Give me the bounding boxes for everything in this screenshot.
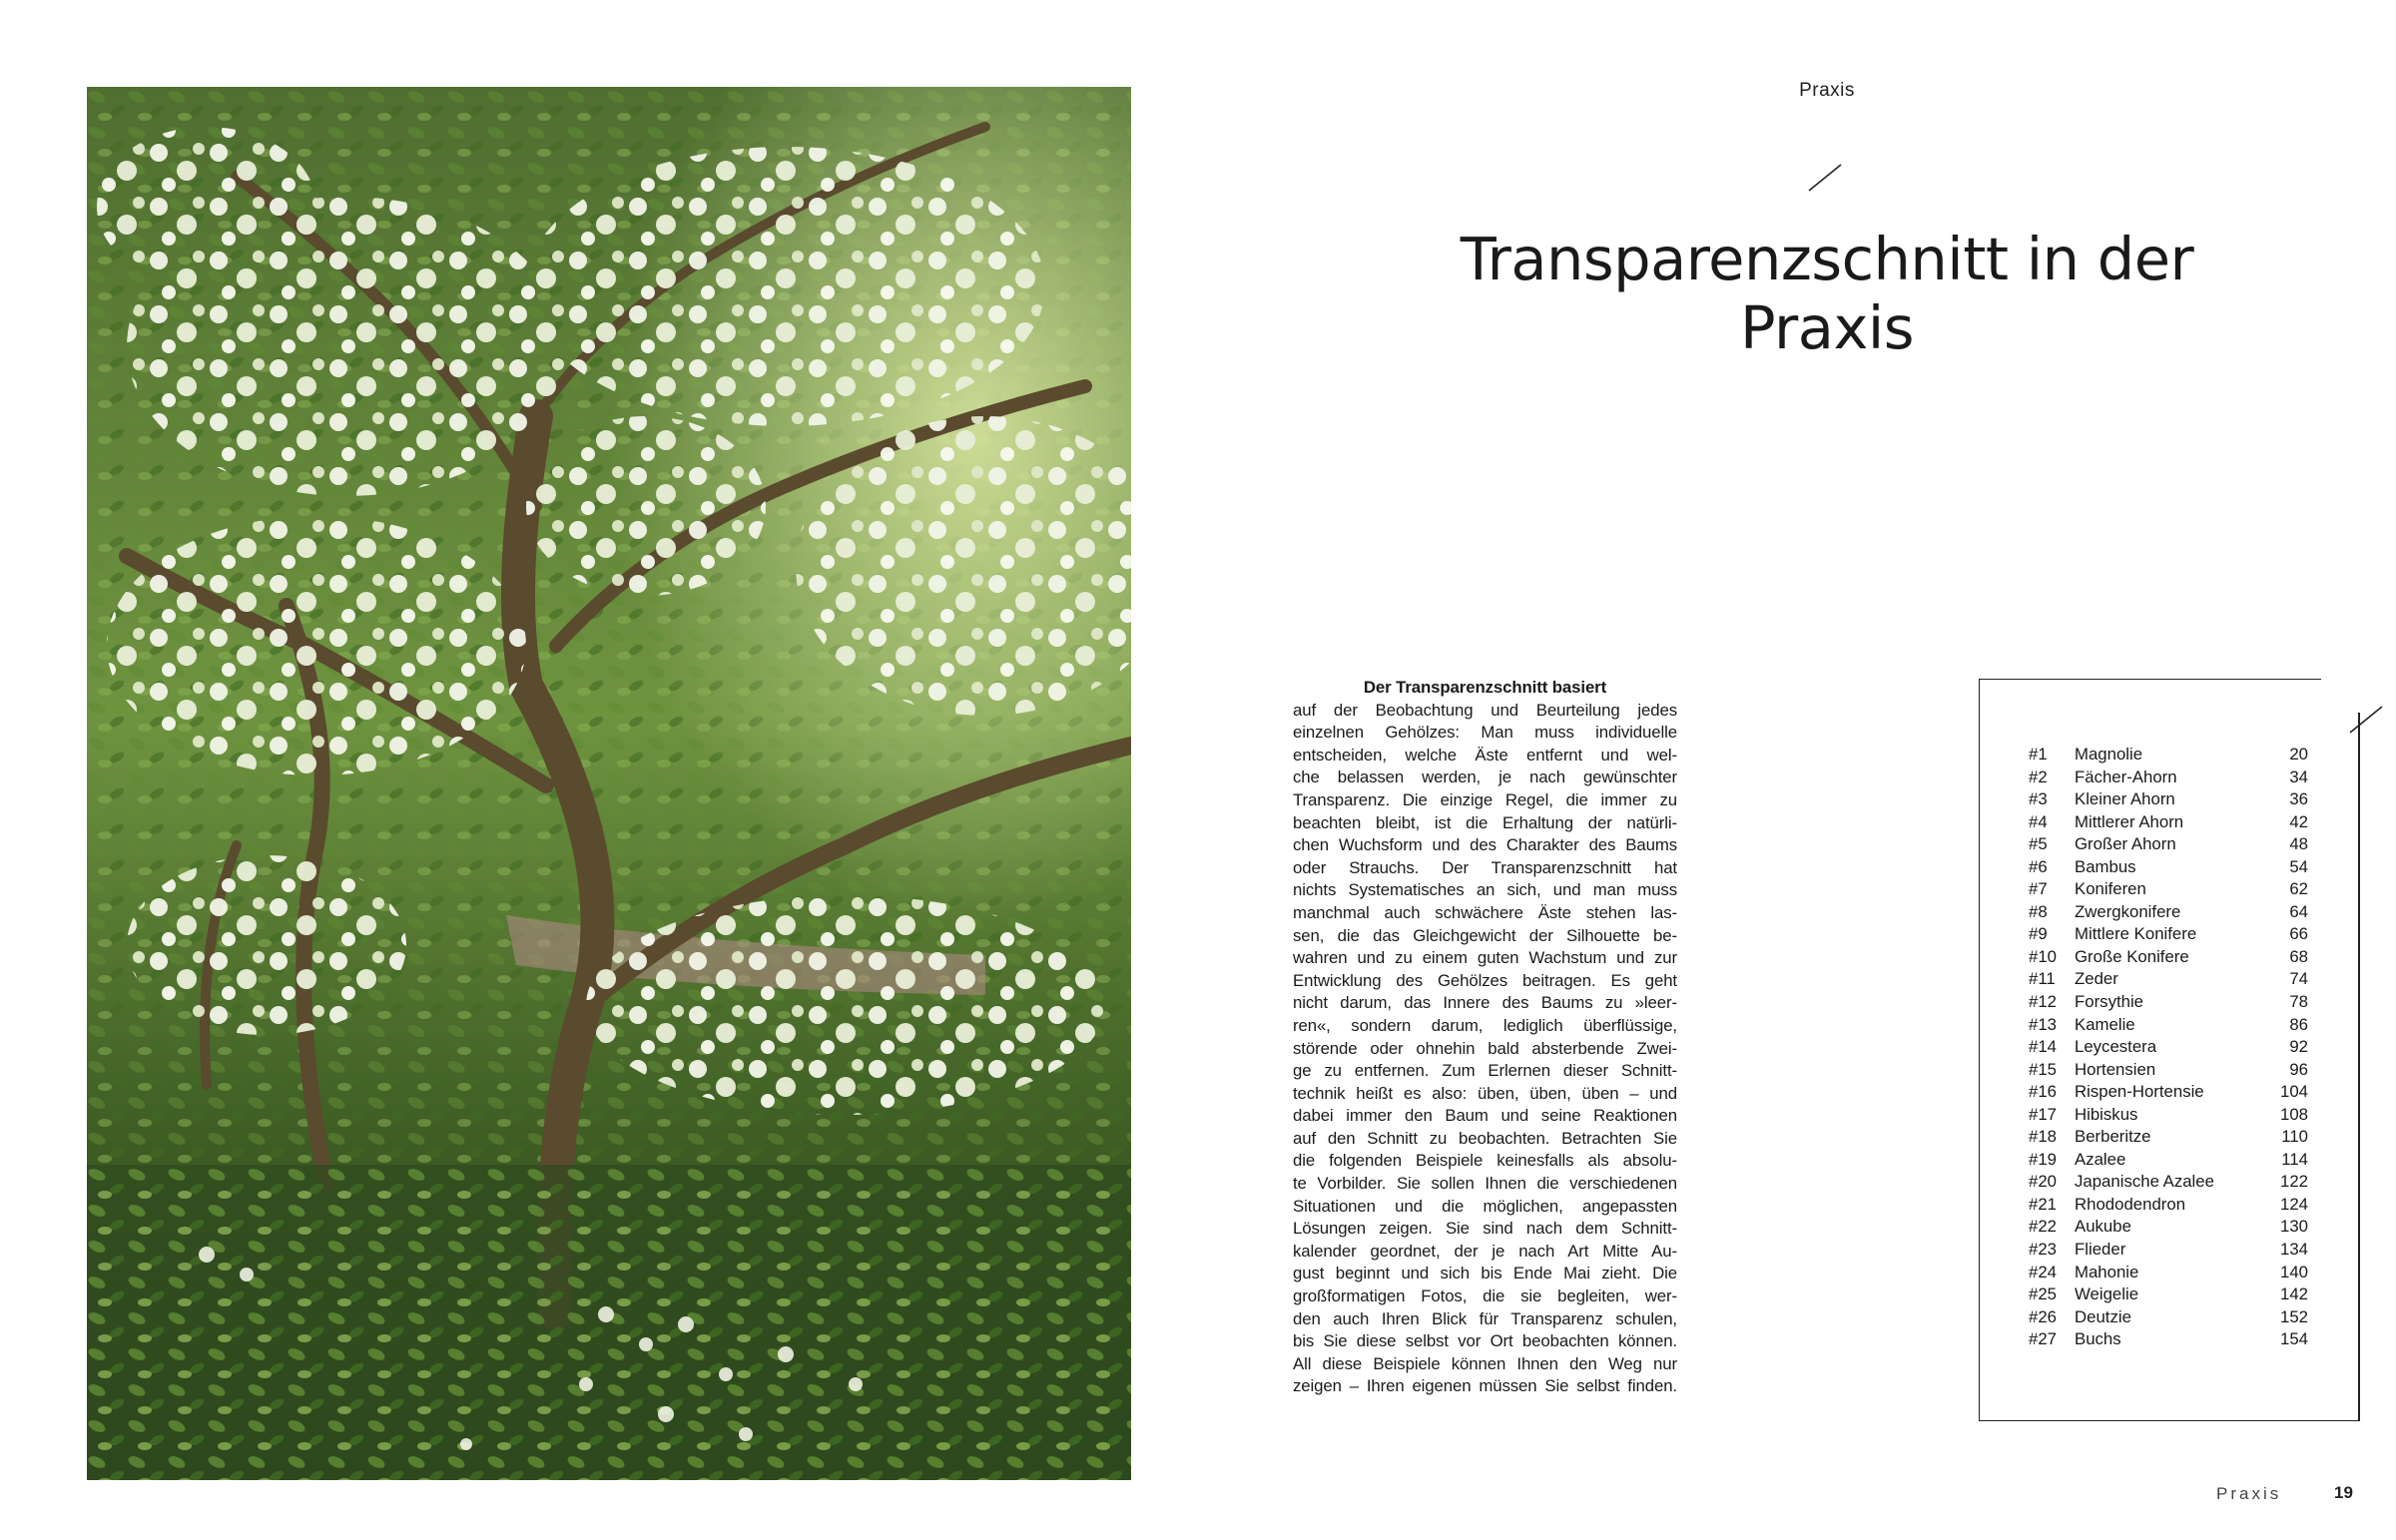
body-line: Situationen und die möglichen, angepassten bbox=[1293, 1196, 1677, 1216]
toc-title: Kamelie bbox=[2075, 1014, 2135, 1034]
toc-page: 152 bbox=[2280, 1306, 2308, 1326]
toc-entry[interactable] bbox=[2029, 1306, 2308, 1329]
body-line: wahren und zu einem guten Wachstum und zur bbox=[1293, 948, 1677, 968]
toc-entry[interactable] bbox=[2029, 1014, 2308, 1037]
body-line: kalender geordnet, der je nach Art Mitte Au- bbox=[1293, 1241, 1677, 1261]
toc-title: Azalee bbox=[2075, 1149, 2126, 1169]
toc-page: 96 bbox=[2289, 1059, 2308, 1079]
toc-entry[interactable] bbox=[2029, 1036, 2308, 1059]
footer-section-label: Praxis bbox=[2216, 1484, 2282, 1503]
toc-title: Zwergkonifere bbox=[2075, 901, 2181, 921]
body-line: großformatigen Fotos, die sie begleiten, wer- bbox=[1293, 1286, 1677, 1306]
body-line: zeigen – Ihren eigenen müssen Sie selbst finden. bbox=[1293, 1376, 1677, 1396]
toc-page: 54 bbox=[2289, 856, 2308, 876]
toc-number: #15 bbox=[2029, 1059, 2057, 1079]
toc-number: #5 bbox=[2029, 834, 2048, 854]
toc-entry[interactable] bbox=[2029, 856, 2308, 879]
toc-title: Mittlerer Ahorn bbox=[2075, 811, 2184, 831]
toc-number: #14 bbox=[2029, 1037, 2057, 1057]
toc-number: #21 bbox=[2029, 1194, 2057, 1214]
toc-title: Flieder bbox=[2075, 1240, 2126, 1260]
toc-title: Mahonie bbox=[2075, 1262, 2139, 1282]
body-line: manchmal auch schwächere Äste stehen las- bbox=[1293, 902, 1677, 922]
toc-entry[interactable] bbox=[2029, 1059, 2308, 1082]
toc-title: Deutzie bbox=[2075, 1306, 2131, 1326]
toc-number: #18 bbox=[2029, 1127, 2057, 1147]
slash-ornament-icon bbox=[1807, 163, 1843, 193]
toc-number: #24 bbox=[2029, 1262, 2057, 1282]
toc-title: Weigelie bbox=[2075, 1284, 2139, 1304]
toc-page: 104 bbox=[2280, 1082, 2308, 1102]
toc-title: Großer Ahorn bbox=[2075, 834, 2176, 854]
toc-title: Rhododendron bbox=[2075, 1194, 2186, 1214]
toc-page: 62 bbox=[2289, 879, 2308, 899]
body-line: gust beginnt und sich bis Ende Mai zieht. Die bbox=[1293, 1264, 1677, 1283]
toc-page: 86 bbox=[2289, 1014, 2308, 1034]
flowering-dogwood-tree-photo bbox=[87, 87, 1131, 1480]
toc-entry[interactable] bbox=[2029, 1239, 2308, 1262]
body-line: entscheiden, welche Äste entfernt und wel- bbox=[1293, 745, 1677, 765]
toc-number: #27 bbox=[2029, 1329, 2057, 1349]
toc-title: Kleiner Ahorn bbox=[2075, 789, 2175, 809]
toc-title: Fächer-Ahorn bbox=[2075, 767, 2177, 786]
toc-entry[interactable] bbox=[2029, 811, 2308, 834]
toc-number: #4 bbox=[2029, 811, 2048, 831]
body-line: den auch Ihren Blick für Transparenz schulen, bbox=[1293, 1308, 1677, 1328]
toc-number: #3 bbox=[2029, 789, 2048, 809]
toc-entry[interactable] bbox=[2029, 968, 2308, 991]
toc-title: Magnolie bbox=[2075, 745, 2143, 764]
toc-entry[interactable] bbox=[2029, 788, 2308, 811]
toc-title: Aukube bbox=[2075, 1217, 2131, 1237]
toc-page: 68 bbox=[2289, 946, 2308, 966]
toc-number: #25 bbox=[2029, 1284, 2057, 1304]
toc-number: #10 bbox=[2029, 946, 2057, 966]
body-line: All diese Beispiele können Ihnen den Weg nur bbox=[1293, 1353, 1677, 1373]
toc-number: #6 bbox=[2029, 856, 2048, 876]
toc-title: Forsythie bbox=[2075, 992, 2144, 1012]
body-line: einzelnen Gehölzes: Man muss individuelle bbox=[1293, 723, 1677, 743]
toc-number: #9 bbox=[2029, 924, 2048, 944]
toc-number: #8 bbox=[2029, 901, 2048, 921]
toc-entry[interactable] bbox=[2029, 1104, 2308, 1127]
toc-number: #17 bbox=[2029, 1104, 2057, 1124]
toc-entry[interactable] bbox=[2029, 901, 2308, 924]
body-line: nicht darum, das Innere des Baums zu »leer- bbox=[1293, 993, 1677, 1013]
toc-page: 36 bbox=[2289, 789, 2308, 809]
body-line: auf der Beobachtung und Beurteilung jedes bbox=[1293, 700, 1677, 720]
toc-page: 134 bbox=[2280, 1240, 2308, 1260]
toc-entry[interactable] bbox=[2029, 1262, 2308, 1284]
toc-page: 130 bbox=[2280, 1217, 2308, 1237]
body-line: störende oder ohnehin bald absterbende Zwei- bbox=[1293, 1038, 1677, 1058]
toc-page: 114 bbox=[2281, 1149, 2308, 1169]
toc-entry[interactable] bbox=[2029, 1194, 2308, 1217]
toc-page: 66 bbox=[2289, 924, 2308, 944]
toc-entry[interactable] bbox=[2029, 1216, 2308, 1239]
toc-page: 154 bbox=[2280, 1329, 2308, 1349]
toc-entry[interactable] bbox=[2029, 1328, 2308, 1351]
body-line: ren«, sondern darum, lediglich überflüssige, bbox=[1293, 1015, 1677, 1035]
body-line: die folgenden Beispiele keinesfalls als absolu- bbox=[1293, 1151, 1677, 1171]
toc-entry[interactable] bbox=[2029, 991, 2308, 1014]
toc-number: #26 bbox=[2029, 1306, 2057, 1326]
toc-number: #22 bbox=[2029, 1217, 2057, 1237]
toc-number: #16 bbox=[2029, 1082, 2057, 1102]
body-line: auf den Schnitt zu beobachten. Betrachten Sie bbox=[1293, 1128, 1677, 1148]
toc-page: 42 bbox=[2289, 811, 2308, 831]
toc-title: Hibiskus bbox=[2075, 1104, 2138, 1124]
toc-number: #11 bbox=[2029, 969, 2056, 989]
toc-page: 142 bbox=[2280, 1284, 2308, 1304]
body-line: che belassen werden, je nach gewünschter bbox=[1293, 768, 1677, 787]
toc-page: 122 bbox=[2280, 1172, 2308, 1192]
toc-entry[interactable] bbox=[2029, 1149, 2308, 1172]
toc-page: 34 bbox=[2289, 767, 2308, 786]
toc-entry[interactable] bbox=[2029, 878, 2308, 901]
toc-entry[interactable] bbox=[2029, 767, 2308, 789]
section-label: Praxis bbox=[1799, 80, 1855, 101]
toc-page: 20 bbox=[2289, 745, 2308, 764]
toc-page: 110 bbox=[2281, 1127, 2308, 1147]
body-line: te Vorbilder. Sie sollen Ihnen die verschiedenen bbox=[1293, 1174, 1677, 1194]
page-number: 19 bbox=[2334, 1483, 2353, 1502]
toc-page: 124 bbox=[2280, 1194, 2308, 1214]
toc-title: Koniferen bbox=[2075, 879, 2146, 899]
body-line: Lösungen zeigen. Sie sind nach dem Schnitt- bbox=[1293, 1219, 1677, 1239]
toc-entry[interactable] bbox=[2029, 946, 2308, 969]
toc-title: Hortensien bbox=[2075, 1059, 2156, 1079]
toc-entry[interactable] bbox=[2029, 1081, 2308, 1104]
toc-page: 48 bbox=[2289, 834, 2308, 854]
toc-number: #13 bbox=[2029, 1014, 2057, 1034]
body-line: technik heißt es also: üben, üben, üben – und bbox=[1293, 1083, 1677, 1103]
toc-number: #20 bbox=[2029, 1172, 2057, 1192]
page-title: Transparenzschnitt in der Praxis bbox=[1460, 225, 2194, 362]
table-of-contents bbox=[2029, 744, 2308, 1351]
toc-page: 108 bbox=[2280, 1104, 2308, 1124]
toc-title: Leycestera bbox=[2075, 1037, 2157, 1057]
body-line: Entwicklung des Gehölzes beitragen. Es geht bbox=[1293, 970, 1677, 990]
body-line: dabei immer den Baum und seine Reaktionen bbox=[1293, 1106, 1677, 1126]
toc-entry[interactable] bbox=[2029, 744, 2308, 767]
toc-title: Mittlere Konifere bbox=[2075, 924, 2197, 944]
toc-page: 92 bbox=[2289, 1037, 2308, 1057]
body-line: sen, die das Gleichgewicht der Silhouette be- bbox=[1293, 925, 1677, 945]
body-lead: Der Transparenzschnitt basiert bbox=[1363, 678, 1607, 697]
toc-entry[interactable] bbox=[2029, 1126, 2308, 1149]
toc-title: Zeder bbox=[2075, 969, 2118, 989]
toc-frame-gap bbox=[2321, 678, 2361, 681]
toc-number: #23 bbox=[2029, 1240, 2057, 1260]
toc-entry[interactable] bbox=[2029, 923, 2308, 946]
toc-frame-right-edge bbox=[2358, 713, 2360, 1421]
toc-entry[interactable] bbox=[2029, 833, 2308, 856]
toc-entry[interactable] bbox=[2029, 1171, 2308, 1194]
body-line: nichts Systematisches an sich, und man muss bbox=[1293, 880, 1677, 900]
toc-page: 64 bbox=[2289, 901, 2308, 921]
body-line: ge zu entfernen. Zum Erlernen dieser Schnitt- bbox=[1293, 1061, 1677, 1081]
toc-number: #19 bbox=[2029, 1149, 2057, 1169]
body-text bbox=[1293, 677, 1677, 1398]
body-line: bis Sie diese selbst vor Ort beobachten können. bbox=[1293, 1331, 1677, 1351]
toc-title: Japanische Azalee bbox=[2075, 1172, 2214, 1192]
toc-number: #1 bbox=[2029, 745, 2048, 764]
toc-page: 140 bbox=[2280, 1262, 2308, 1282]
toc-title: Buchs bbox=[2075, 1329, 2121, 1349]
toc-entry[interactable] bbox=[2029, 1283, 2308, 1306]
body-line: oder Strauchs. Der Transparenzschnitt hat bbox=[1293, 857, 1677, 877]
toc-page: 74 bbox=[2289, 969, 2308, 989]
toc-page: 78 bbox=[2289, 992, 2308, 1012]
toc-title: Berberitze bbox=[2075, 1127, 2151, 1147]
toc-number: #2 bbox=[2029, 767, 2048, 786]
slash-ornament-icon bbox=[2348, 705, 2384, 735]
toc-number: #12 bbox=[2029, 992, 2057, 1012]
tree-photo bbox=[87, 87, 1131, 1480]
toc-number: #7 bbox=[2029, 879, 2048, 899]
body-line: beachten bleibt, ist die Erhaltung der natürli- bbox=[1293, 812, 1677, 832]
body-line: chen Wuchsform und des Charakter des Baums bbox=[1293, 835, 1677, 855]
toc-title: Bambus bbox=[2075, 856, 2136, 876]
toc-title: Rispen-Hortensie bbox=[2075, 1082, 2204, 1102]
toc-title: Große Konifere bbox=[2075, 946, 2189, 966]
body-line: Transparenz. Die einzige Regel, die immer zu bbox=[1293, 789, 1677, 809]
